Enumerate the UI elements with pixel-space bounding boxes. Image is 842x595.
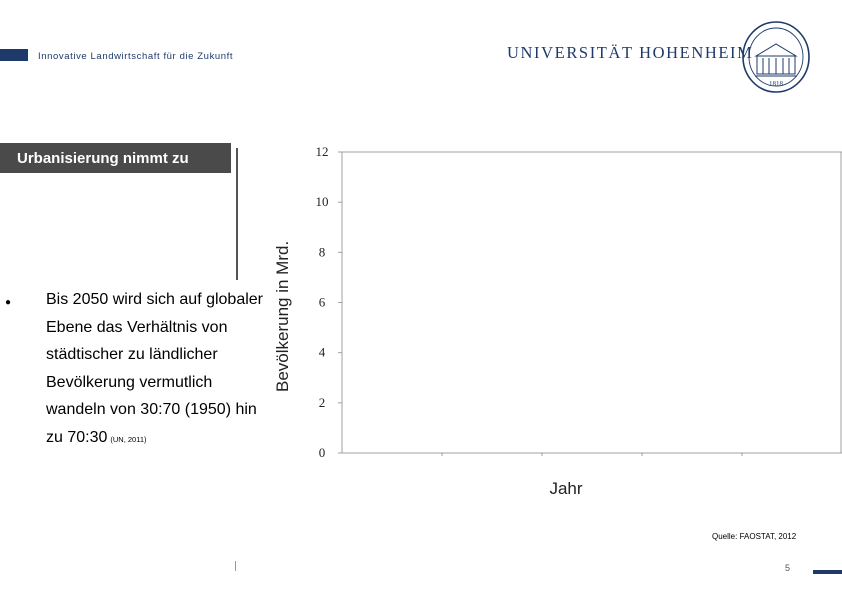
y-tick-label: 4 (318, 344, 326, 360)
brand-accent-bar (0, 49, 28, 61)
chart-axes (342, 152, 842, 453)
y-tick-label: 12 (315, 144, 329, 159)
bullet-citation: (UN, 2011) (110, 434, 147, 444)
y-tick-label: 8 (318, 244, 326, 260)
university-seal-logo (741, 20, 811, 94)
page-number: 5 (785, 563, 791, 573)
source-note: Quelle: FAOSTAT, 2012 (712, 532, 797, 541)
seal-year: 1818 (769, 80, 783, 88)
chart-ticks (316, 144, 743, 460)
chart-y-axis-label: Bevölkerung in Mrd. (273, 240, 292, 392)
y-tick-label: 6 (318, 294, 326, 310)
slide-title: Urbanisierung nimmt zu (0, 143, 231, 173)
y-tick-label: 2 (318, 394, 326, 410)
bullet-text (46, 286, 276, 454)
header-subtitle: Innovative Landwirtschaft für die Zukunft (38, 51, 234, 62)
bullet-icon: ● (5, 297, 12, 308)
footer-divider (235, 561, 236, 571)
y-tick-label: 10 (315, 194, 329, 210)
chart-x-axis-label: Jahr (549, 479, 583, 498)
divider-line (236, 148, 238, 280)
footer-accent-bar (813, 570, 842, 574)
y-tick-label: 0 (318, 445, 326, 460)
population-chart (300, 140, 842, 520)
bullet-body: Bis 2050 wird sich auf globaler Ebene das Verhältnis von städtischer zu ländlicher Bevölkerung vermutlich wandeln von 30:70 (1950) hin zu 70:30 (46, 291, 264, 446)
university-name: UNIVERSITÄT HOHENHEIM (507, 43, 754, 62)
